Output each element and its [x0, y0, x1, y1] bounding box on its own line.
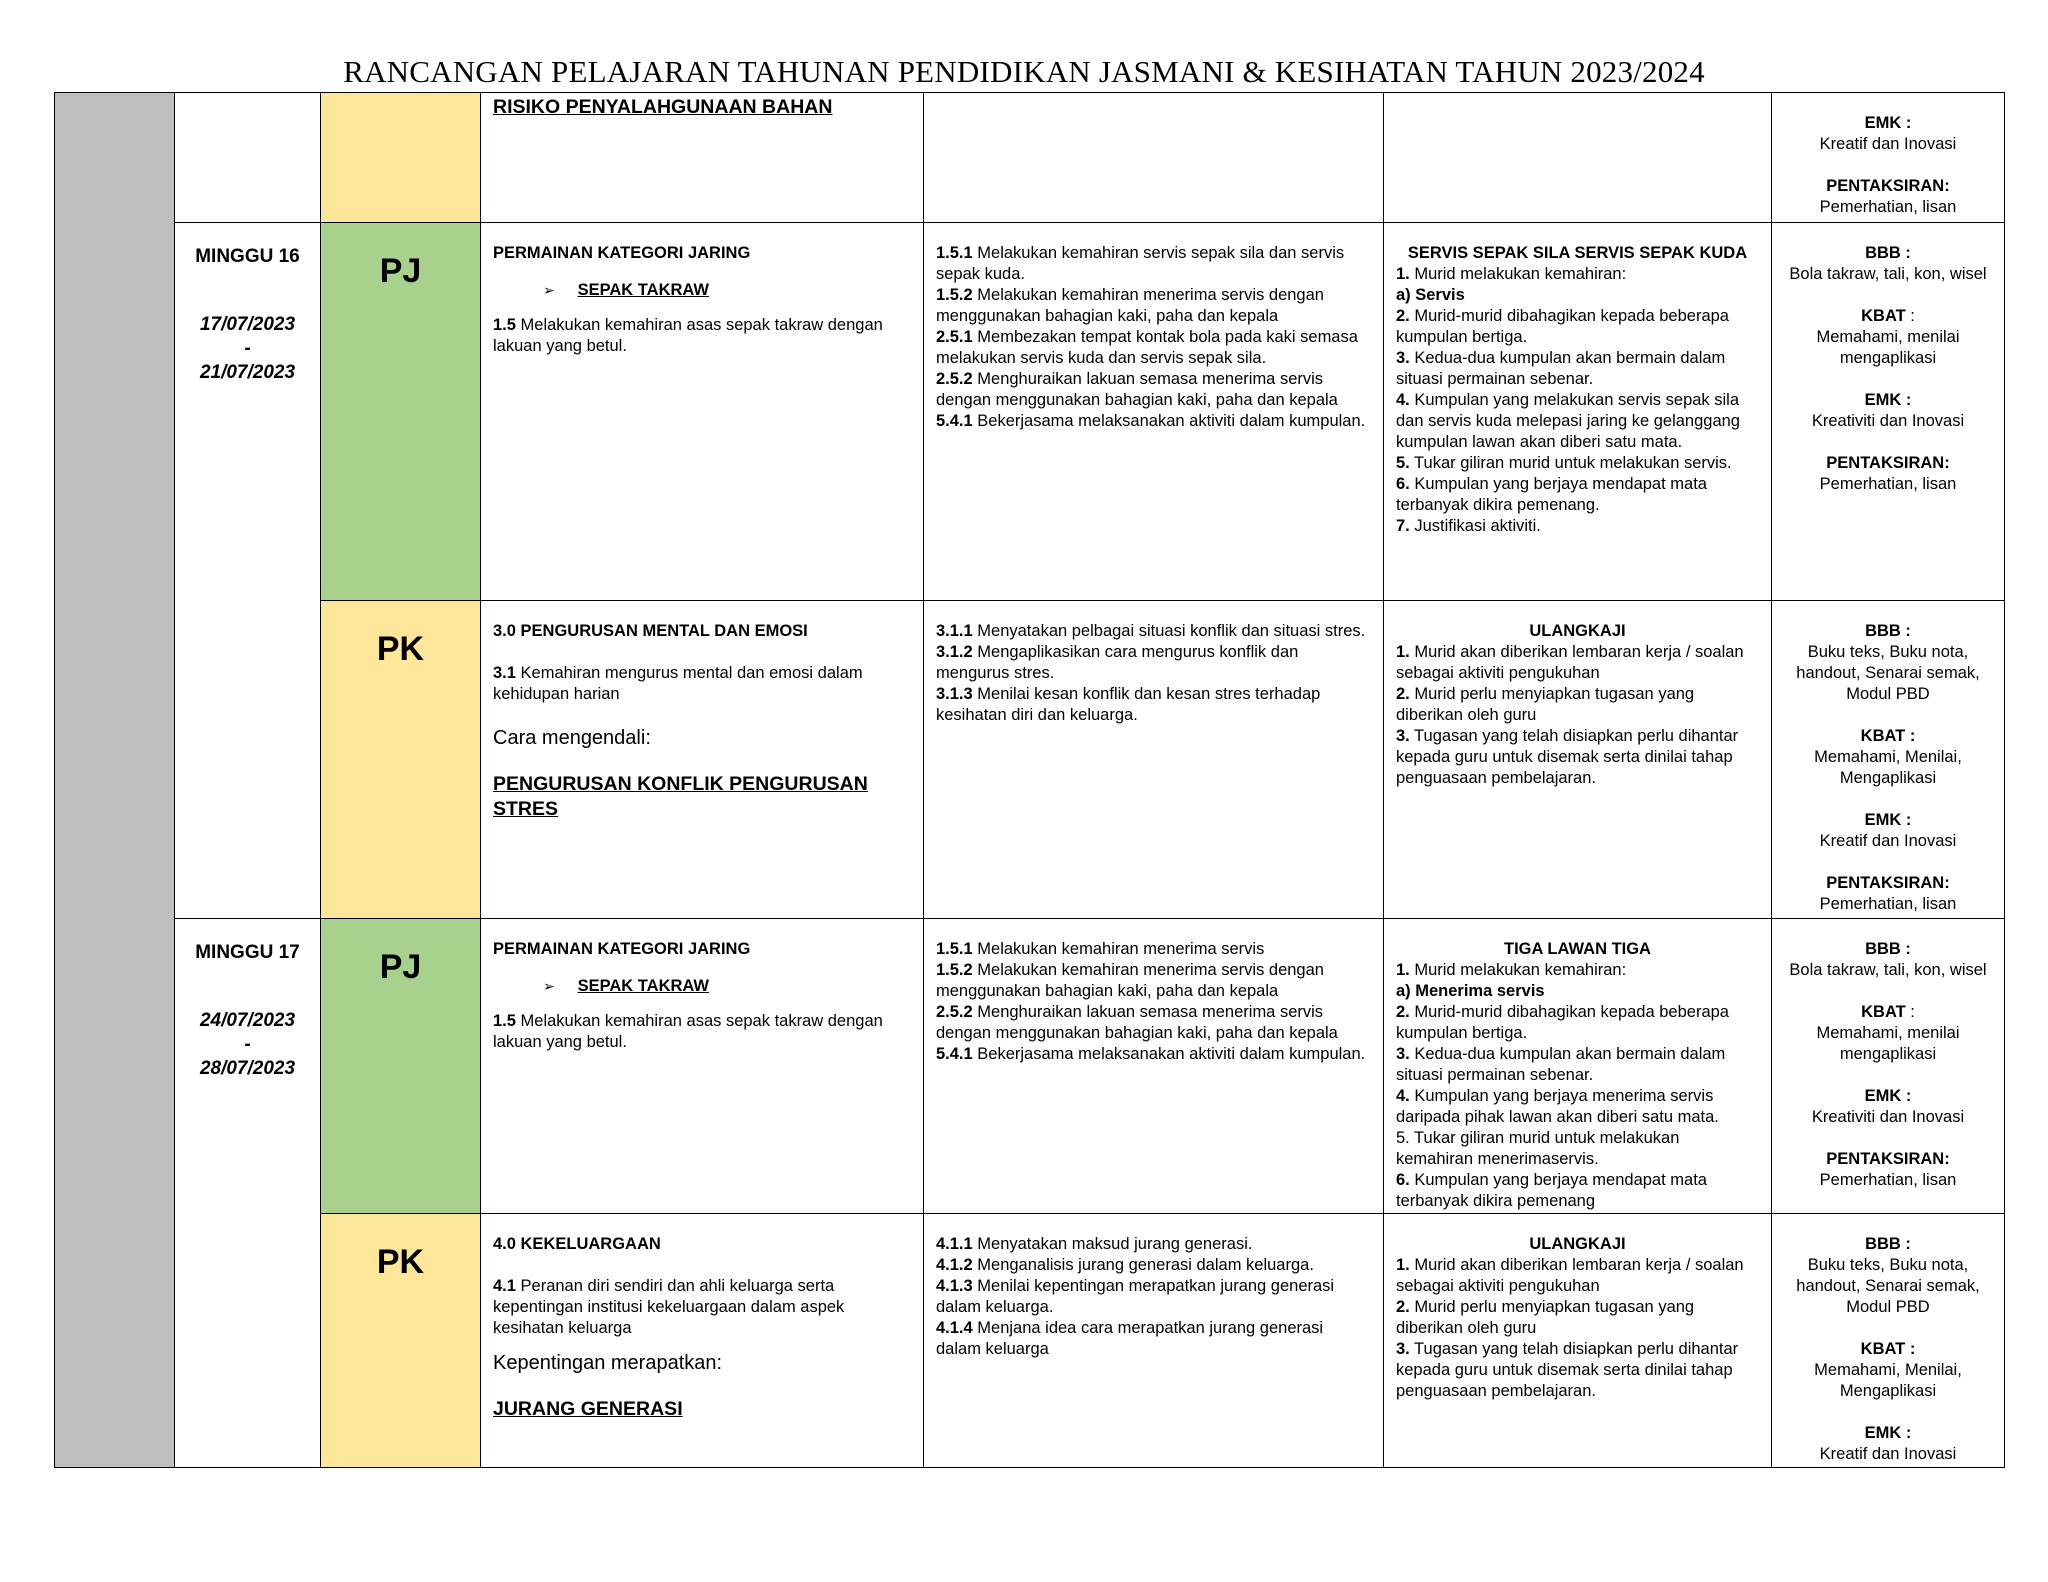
emk-label: EMK :	[1864, 811, 1912, 829]
topic-cell	[481, 1214, 924, 1468]
pentaksiran-label: PENTAKSIRAN:	[1826, 1150, 1950, 1168]
topic-cell	[481, 601, 924, 919]
bbb-value: Buku teks, Buku nota, handout, Senarai semak, Modul PBD	[1796, 1256, 1980, 1316]
resources-cell: BBB : Bola takraw, tali, kon, wisel KBAT : Memahami, menilai mengaplikasi EMK : Kreativiti dan Inovasi PENTAKSIRAN: Pemerhatian, lisan	[1772, 919, 2005, 1214]
activity-step: a) Servis	[1396, 286, 1465, 304]
unit-title: PERMAINAN KATEGORI JARING	[493, 940, 751, 958]
activity-step: a) Menerima servis	[1396, 982, 1545, 1000]
activity-cell	[1384, 223, 1772, 601]
activity-cell	[1384, 1214, 1772, 1468]
method-label: Cara mengendali:	[493, 727, 651, 749]
activity-title: ULANGKAJI	[1529, 1235, 1626, 1253]
category-pj: PJ	[321, 223, 481, 601]
table-row	[55, 223, 2005, 601]
objective-item: 2.5.1 Membezakan tempat kontak bola pada kaki semasa melakukan servis kuda dan servis sepak sila.	[936, 328, 1358, 367]
resources-cell	[1772, 601, 2005, 919]
objective-item: 3.1.2 Mengaplikasikan cara mengurus konflik dan mengurus stres.	[936, 643, 1299, 682]
category-pj: PJ	[321, 919, 481, 1214]
week-cell	[175, 93, 321, 223]
kbat-value: Memahami, menilai mengaplikasi	[1816, 1024, 1960, 1063]
objective-item: 1.5.1 Melakukan kemahiran servis sepak sila dan servis sepak kuda.	[936, 244, 1345, 283]
activity-cell	[1384, 601, 1772, 919]
resources-cell	[1772, 1214, 2005, 1468]
bbb-value: Bola takraw, tali, kon, wisel	[1789, 961, 1987, 979]
objective-item: 4.1.3 Menilai kepentingan merapatkan jurang generasi dalam keluarga.	[936, 1277, 1335, 1316]
unit-title: 4.0 KEKELUARGAAN	[493, 1235, 661, 1253]
activity-step: 5. Tukar giliran murid untuk melakukan kemahiran menerimaservis.	[1396, 1129, 1680, 1168]
objective-item: 1.5.2 Melakukan kemahiran menerima servis dengan menggunakan bahagian kaki, paha dan kepala	[936, 961, 1324, 1000]
emk-value: Kreatif dan Inovasi	[1819, 1445, 1957, 1463]
activity-step: 2. Murid perlu menyiapkan tugasan yang diberikan oleh guru	[1396, 685, 1695, 724]
unit-title: PERMAINAN KATEGORI JARING	[493, 244, 751, 262]
bbb-label: BBB :	[1865, 940, 1911, 958]
kbat-label: KBAT	[1861, 307, 1906, 325]
objective-item: 5.4.1 Bekerjasama melaksanakan aktiviti dalam kumpulan.	[936, 1045, 1366, 1063]
objective-item: 4.1.4 Menjana idea cara merapatkan jurang generasi dalam keluarga	[936, 1319, 1324, 1358]
bbb-label: BBB :	[1865, 622, 1911, 640]
activity-step: 3. Tugasan yang telah disiapkan perlu dihantar kepada guru untuk disemak serta dinilai tahap penguasaan pembelajaran.	[1396, 1340, 1739, 1400]
activity-step: 4. Kumpulan yang berjaya menerima servis daripada pihak lawan akan diberi satu mata.	[1396, 1087, 1719, 1126]
resources-cell	[1772, 93, 2005, 223]
objectives-cell	[924, 1214, 1384, 1468]
week-start-date: 17/07/2023	[199, 314, 296, 335]
week-end-date: 21/07/2023	[199, 362, 296, 383]
topic-cell	[481, 93, 924, 223]
topic-cell	[481, 223, 924, 601]
table-row	[55, 919, 2005, 1214]
week-cell	[175, 919, 321, 1468]
activity-step: 7. Justifikasi aktiviti.	[1396, 517, 1541, 535]
objective-item: 1.5.2 Melakukan kemahiran menerima servis dengan menggunakan bahagian kaki, paha dan kepala	[936, 286, 1324, 325]
activity-step: 1. Murid melakukan kemahiran:	[1396, 961, 1627, 979]
bbb-value: Buku teks, Buku nota, handout, Senarai semak, Modul PBD	[1796, 643, 1980, 703]
lesson-plan-table	[54, 92, 2005, 1468]
standard-text: 4.1 Peranan diri sendiri dan ahli keluarga serta kepentingan institusi kekeluargaan dalam aspek kesihatan keluarga	[493, 1277, 845, 1337]
objectives-cell	[924, 919, 1384, 1214]
activity-step: 3. Tugasan yang telah disiapkan perlu dihantar kepada guru untuk disemak serta dinilai tahap penguasaan pembelajaran.	[1396, 727, 1739, 787]
emk-value: Kreativiti dan Inovasi	[1811, 412, 1965, 430]
week-label: MINGGU 17	[195, 942, 300, 963]
activity-step: 2. Murid-murid dibahagikan kepada beberapa kumpulan bertiga.	[1396, 1003, 1729, 1042]
activity-step: 1. Murid akan diberikan lembaran kerja / soalan sebagai aktiviti pengukuhan	[1396, 643, 1744, 682]
kbat-value: Memahami, menilai mengaplikasi	[1816, 328, 1960, 367]
table-row	[55, 93, 2005, 223]
activity-step: 6. Kumpulan yang berjaya mendapat mata terbanyak dikira pemenang	[1396, 1171, 1707, 1210]
bbb-label: BBB :	[1865, 1235, 1911, 1253]
standard-text: 1.5 Melakukan kemahiran asas sepak takraw dengan lakuan yang betul.	[493, 1012, 883, 1051]
emk-label: EMK :	[1864, 1424, 1912, 1442]
emk-value: Kreatif dan Inovasi	[1819, 832, 1957, 850]
topic-title: RISIKO PENYALAHGUNAAN BAHAN	[493, 96, 833, 118]
week-cell	[175, 223, 321, 919]
week-label: MINGGU 16	[195, 246, 300, 267]
emk-value: Kreatif dan Inovasi	[1819, 135, 1957, 153]
table-row	[55, 1214, 2005, 1468]
week-end-date: 28/07/2023	[199, 1058, 296, 1079]
week-start-date: 24/07/2023	[199, 1010, 296, 1031]
activity-step: 3. Kedua-dua kumpulan akan bermain dalam situasi permainan sebenar.	[1396, 1045, 1726, 1084]
category-cell	[321, 93, 481, 223]
table-row	[55, 601, 2005, 919]
pentaksiran-value: Pemerhatian, lisan	[1819, 198, 1957, 216]
topic-title: PENGURUSAN KONFLIK PENGURUSAN STRES	[493, 773, 868, 820]
activity-step: 1. Murid akan diberikan lembaran kerja / soalan sebagai aktiviti pengukuhan	[1396, 1256, 1744, 1295]
objectives-cell	[924, 223, 1384, 601]
objectives-cell	[924, 93, 1384, 223]
date-dash: -	[244, 1034, 251, 1055]
pentaksiran-value: Pemerhatian, lisan	[1819, 475, 1957, 493]
arrow-bullet-icon: ➢	[543, 282, 555, 298]
activity-cell	[1384, 93, 1772, 223]
activity-step: 2. Murid perlu menyiapkan tugasan yang diberikan oleh guru	[1396, 1298, 1695, 1337]
objective-item: 4.1.2 Menganalisis jurang generasi dalam keluarga.	[936, 1256, 1314, 1274]
topic-title: JURANG GENERASI	[493, 1398, 683, 1420]
bbb-label: BBB :	[1865, 244, 1911, 262]
topic-cell	[481, 919, 924, 1214]
date-dash: -	[244, 338, 251, 359]
emk-label: EMK :	[1864, 1087, 1912, 1105]
category-pk: PK	[321, 1214, 481, 1468]
sport-name: SEPAK TAKRAW	[577, 977, 709, 995]
activity-step: 1. Murid melakukan kemahiran:	[1396, 265, 1627, 283]
objective-item: 5.4.1 Bekerjasama melaksanakan aktiviti dalam kumpulan.	[936, 412, 1366, 430]
emk-value: Kreativiti dan Inovasi	[1811, 1108, 1965, 1126]
activity-step: 4. Kumpulan yang melakukan servis sepak sila dan servis kuda melepasi jaring ke gelanggang kumpulan lawan akan diberi satu mata.	[1396, 391, 1740, 451]
bbb-value: Bola takraw, tali, kon, wisel	[1789, 265, 1987, 283]
objective-item: 2.5.2 Menghuraikan lakuan semasa menerima servis dengan menggunakan bahagian kaki, paha dan kepala	[936, 1003, 1338, 1042]
method-label: Kepentingan merapatkan:	[493, 1352, 723, 1374]
activity-title: SERVIS SEPAK SILA SERVIS SEPAK KUDA	[1407, 244, 1748, 262]
kbat-label: KBAT :	[1860, 1340, 1916, 1358]
pentaksiran-label: PENTAKSIRAN:	[1826, 874, 1950, 892]
activity-step: 5. Tukar giliran murid untuk melakukan servis.	[1396, 454, 1732, 472]
kbat-value: Memahami, Menilai, Mengaplikasi	[1814, 1361, 1962, 1400]
kbat-label: KBAT :	[1860, 727, 1916, 745]
objective-item: 4.1.1 Menyatakan maksud jurang generasi.	[936, 1235, 1253, 1253]
objective-item: 2.5.2 Menghuraikan lakuan semasa menerima servis dengan menggunakan bahagian kaki, paha dan kepala	[936, 370, 1338, 409]
pentaksiran-label: PENTAKSIRAN:	[1826, 177, 1950, 195]
objectives-cell	[924, 601, 1384, 919]
arrow-bullet-icon: ➢	[543, 978, 555, 994]
activity-title: TIGA LAWAN TIGA	[1504, 940, 1651, 958]
objective-item: 1.5.1 Melakukan kemahiran menerima servis	[936, 940, 1265, 958]
emk-label: EMK :	[1864, 391, 1912, 409]
side-bar-cell	[55, 93, 175, 1468]
activity-step: 2. Murid-murid dibahagikan kepada beberapa kumpulan bertiga.	[1396, 307, 1729, 346]
pentaksiran-label: PENTAKSIRAN:	[1826, 454, 1950, 472]
kbat-label: KBAT	[1861, 1003, 1906, 1021]
standard-text: 1.5 Melakukan kemahiran asas sepak takraw dengan lakuan yang betul.	[493, 316, 883, 355]
sport-name: SEPAK TAKRAW	[577, 281, 709, 299]
emk-label: EMK :	[1864, 114, 1912, 132]
objective-item: 3.1.1 Menyatakan pelbagai situasi konflik dan situasi stres.	[936, 622, 1366, 640]
objective-item: 3.1.3 Menilai kesan konflik dan kesan stres terhadap kesihatan diri dan keluarga.	[936, 685, 1321, 724]
activity-cell	[1384, 919, 1772, 1214]
pentaksiran-value: Pemerhatian, lisan	[1819, 895, 1957, 913]
pentaksiran-value: Pemerhatian, lisan	[1819, 1171, 1957, 1189]
standard-text: 3.1 Kemahiran mengurus mental dan emosi dalam kehidupan harian	[493, 664, 863, 703]
page-title: RANCANGAN PELAJARAN TAHUNAN PENDIDIKAN JASMANI & KESIHATAN TAHUN 2023/2024	[343, 54, 1705, 89]
resources-cell: BBB : Bola takraw, tali, kon, wisel KBAT : Memahami, menilai mengaplikasi EMK : Kreativiti dan Inovasi PENTAKSIRAN: Pemerhatian, lisan	[1772, 223, 2005, 601]
unit-title: 3.0 PENGURUSAN MENTAL DAN EMOSI	[493, 622, 808, 640]
activity-step: 6. Kumpulan yang berjaya mendapat mata terbanyak dikira pemenang.	[1396, 475, 1707, 514]
activity-step: 3. Kedua-dua kumpulan akan bermain dalam situasi permainan sebenar.	[1396, 349, 1726, 388]
category-pk: PK	[321, 601, 481, 919]
kbat-value: Memahami, Menilai, Mengaplikasi	[1814, 748, 1962, 787]
activity-title: ULANGKAJI	[1529, 622, 1626, 640]
